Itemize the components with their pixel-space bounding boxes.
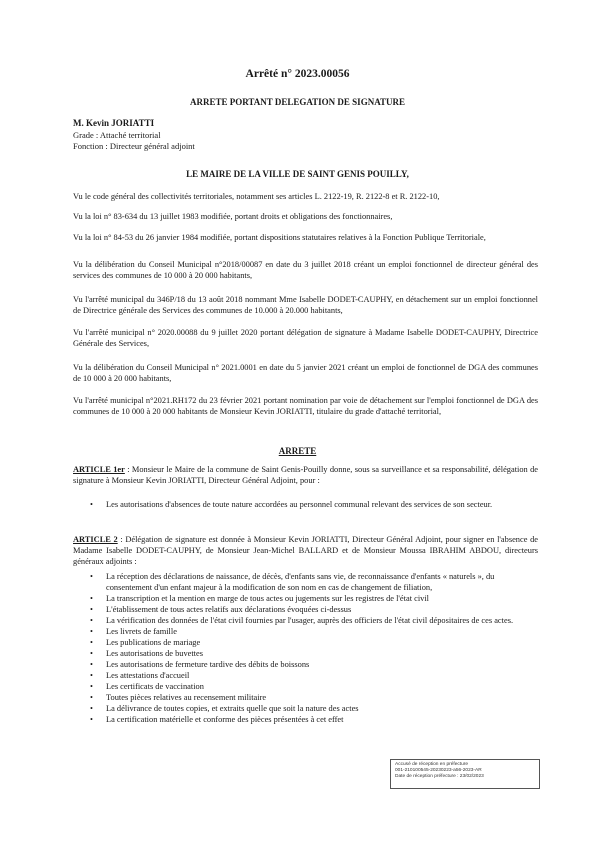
mayor-heading: LE MAIRE DE LA VILLE DE SAINT GENIS POUILLY, [186, 169, 409, 179]
agent-grade: Grade : Attaché territorial [73, 130, 161, 140]
list-item: • Les publications de mariage [88, 637, 538, 648]
list-item: • La transcription et la mention en marge de tous actes ou jugements sur les registres de l'état civil [88, 593, 538, 604]
list-item: • Les autorisations de fermeture tardive des débits de boissons [88, 659, 538, 670]
article-2 [73, 534, 538, 567]
consideration-4: Vu la délibération du Conseil Municipal n°2018/00087 en date du 3 juillet 2018 créant un emploi fonctionnel de directeur général des services des communes de 10 000 à 20 000 habitants, [73, 260, 538, 280]
consideration-6: Vu l'arrêté municipal n° 2020.00088 du 9 juillet 2020 portant délégation de signature à Madame Isabelle DODET-CAUPHY, Directrice Générale des Services, [73, 328, 538, 348]
article-2-text: : Délégation de signature est donnée à Monsieur Kevin JORIATTI, Directeur Général Adjoint, pour signer en l'absence de Madame Isabelle DODET-CAUPHY, de Monsieur Jean-Michel BALLARD et de Monsieur Moussa IBRAHIM ABDOU, directeurs généraux adjoints : [73, 535, 538, 566]
article-2-list [88, 571, 538, 725]
consideration-5: Vu l'arrêté municipal du 346P/18 du 13 août 2018 nommant Mme Isabelle DODET-CAUPHY, en détachement sur un emploi fonctionnel de Directrice générale des Services des communes de 10.000 à 20.000 habitants, [73, 295, 538, 315]
consideration-2: Vu la loi n° 83-634 du 13 juillet 1983 modifiée, portant droits et obligations des fonctionnaires, [73, 212, 393, 221]
stamp-line: Accusé de réception en préfecture [395, 762, 469, 767]
article-1-label: ARTICLE 1er [73, 465, 125, 474]
consideration-3: Vu la loi n° 84-53 du 26 janvier 1984 modifiée, portant dispositions statutaires relatives à la Fonction Publique Territoriale, [73, 233, 486, 242]
prefecture-receipt-stamp [390, 759, 540, 789]
list-item: • La certification matérielle et conforme des pièces présentées à cet effet [88, 714, 538, 725]
list-item: • La délivrance de toutes copies, et extraits quelle que soit la nature des actes [88, 703, 538, 714]
article-1-list [88, 499, 538, 510]
document-title: Arrêté n° 2023.00056 [245, 68, 350, 80]
stamp-line: 001-210100545-20230223-a56-2023-AR [395, 768, 482, 773]
list-item: • Les autorisations d'absences de toute nature accordées au personnel communal relevant des services de son secteur. [88, 499, 538, 510]
consideration-8: Vu l'arrêté municipal n°2021.RH172 du 23 février 2021 portant nomination par voie de détachement sur l'emploi fonctionnel de DGA des communes de 10 000 à 20 000 habitants de Monsieur Kevin JORIATTI, titulaire du grade d'attaché territorial, [73, 396, 538, 416]
article-1 [73, 464, 538, 486]
list-item: • La vérification des données de l'état civil fournies par l'usager, auprès des officiers de l'état civil dépositaires de ces actes. [88, 615, 538, 626]
list-item: • L'établissement de tous actes relatifs aux déclarations évoquées ci-dessus [88, 604, 538, 615]
stamp-line: Date de réception préfecture : 23/02/2023 [395, 774, 484, 779]
article-1-text: : Monsieur le Maire de la commune de Saint Genis-Pouilly donne, sous sa surveillance et sa responsabilité, délégation de signature à Monsieur Kevin JORIATTI, Directeur Général Adjoint, pour : [73, 465, 538, 485]
consideration-1: Vu le code général des collectivités territoriales, notamment ses articles L. 2122-19, R. 2122-8 et R. 2122-10, [73, 192, 440, 201]
list-item: • Toutes pièces relatives au recensement militaire [88, 692, 538, 703]
arrete-heading: ARRETE [278, 446, 317, 456]
list-item: • Les certificats de vaccination [88, 681, 538, 692]
consideration-7: Vu la délibération du Conseil Municipal n° 2021.0001 en date du 5 janvier 2021 créant un emploi de fonctionnel de DGA des communes de 10 000 à 20 000 habitants, [73, 363, 538, 383]
list-item: • La réception des déclarations de naissance, de décès, d'enfants sans vie, de reconnaissance d'enfants « naturels », du consentement d'un enfant majeur à la modification de son nom en cas de changement de filiation, [88, 571, 538, 593]
agent-fonction: Fonction : Directeur général adjoint [73, 141, 195, 151]
list-item: • Les attestations d'accueil [88, 670, 538, 681]
list-item: • Les autorisations de buvettes [88, 648, 538, 659]
article-2-label: ARTICLE 2 [73, 535, 118, 544]
document-subtitle: ARRETE PORTANT DELEGATION DE SIGNATURE [189, 97, 406, 107]
list-item: • Les livrets de famille [88, 626, 538, 637]
agent-name: M. Kevin JORIATTI [73, 118, 155, 128]
